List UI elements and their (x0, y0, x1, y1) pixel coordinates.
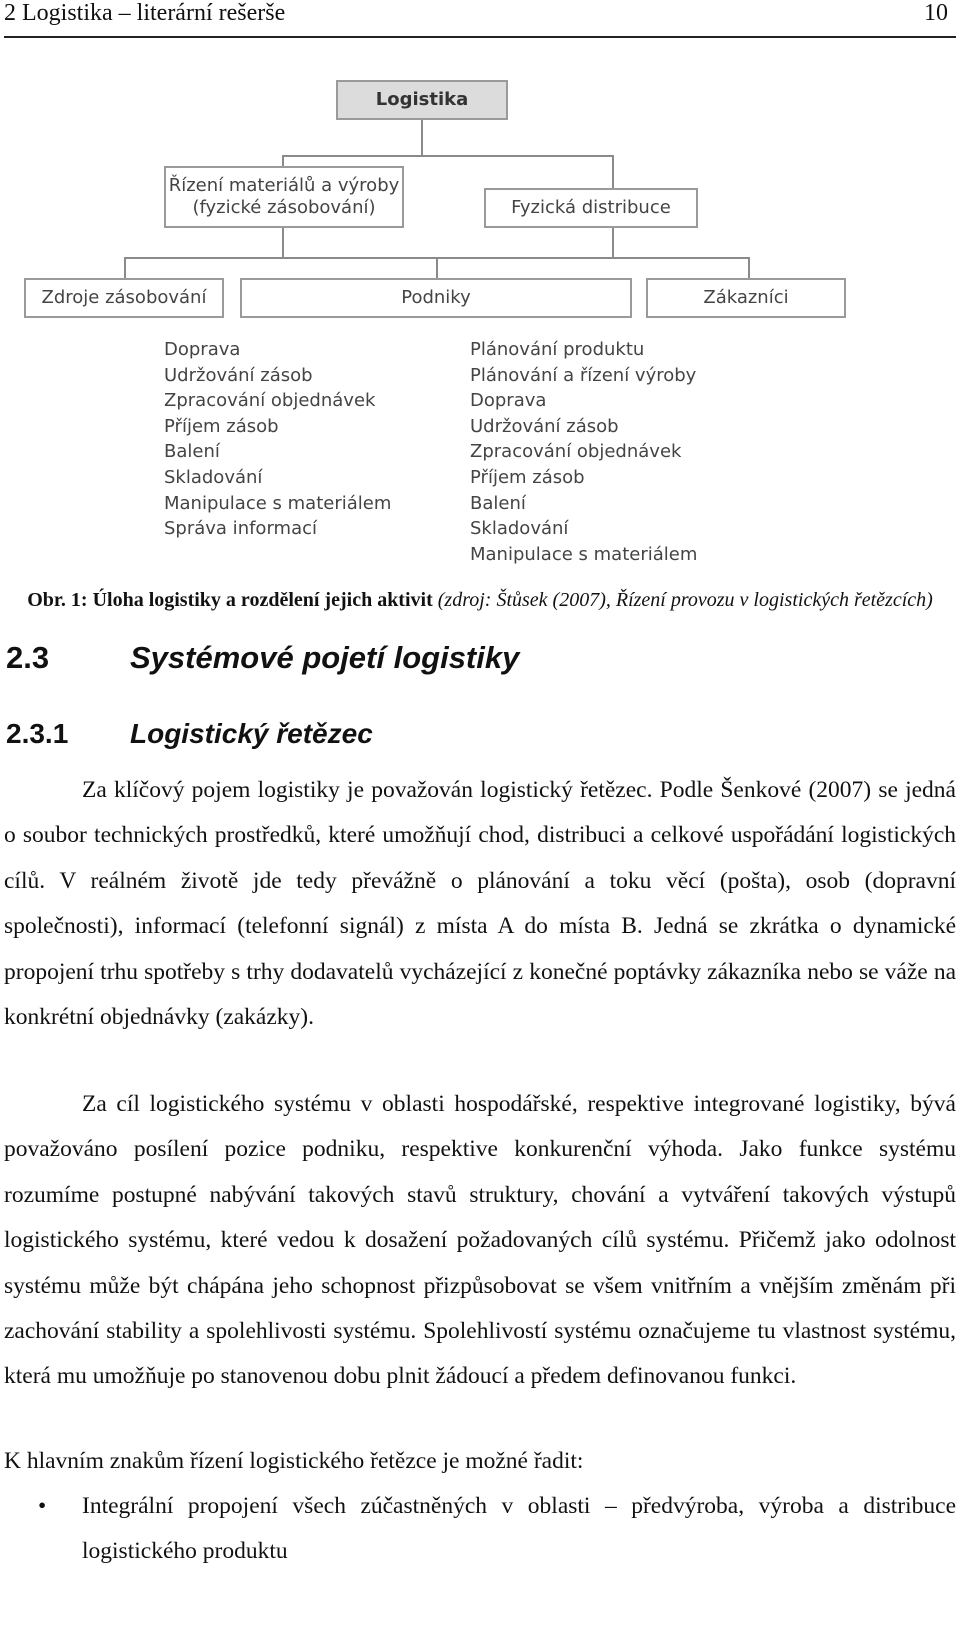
list-item (4, 1484, 956, 1575)
chapter-title: 2 Logistika – literární rešerše (4, 0, 286, 26)
diagram-node-distribution: Fyzická distribuce (484, 188, 698, 228)
list-item: Skladování (470, 518, 569, 540)
list-item: Skladování (164, 466, 263, 488)
diagram-node-materials: Řízení materiálů a výroby (fyzické zásobování) (164, 166, 404, 228)
connector (612, 228, 614, 258)
section-heading (6, 640, 519, 676)
list-item: Doprava (470, 390, 547, 412)
subsection-heading (6, 718, 373, 750)
list-item: Zpracování objednávek (470, 441, 682, 463)
list-item: Příjem zásob (470, 466, 585, 488)
list-item: Balení (164, 441, 220, 463)
paragraph: Za cíl logistického systému v oblasti hospodářské, respektive integrované logistiky, bývá považováno posílení pozice podniku, respektive konkurenční výhoda. Jako funkce systému rozumíme postupné nabývání takových stavů struktury, chování a vytváření takových výstupů logistického systému, které vedou k dosažení požadovaných cílů systému. Přičemž jako odolnost systému může být chápána jeho schopnost přizpůsobovat se všem vnitřním a vnějším změnám při zachování stability a spolehlivosti systému. Spolehlivostí systému označujeme tu vlastnost systému, která mu umožňuje po stanovenou dobu plnit žádoucí a předem definovanou funkci. (4, 1091, 956, 1390)
list-item: Balení (470, 492, 526, 514)
caption-label: Obr. 1: Úloha logistiky a rozdělení jejich aktivit (27, 589, 433, 611)
paragraph: Za klíčový pojem logistiky je považován logistický řetězec. Podle Šenkové (2007) se jedná o soubor technických prostředků, které umožňují chod, distribuci a celkové uspořádání logistických cílů. V reálném životě jde tedy převážně o plánování a toku věcí (pošta), osob (dopravní společnosti), informací (telefonní signál) z místa A do místa B. Jedná se zkrátka o dynamické propojení trhu spotřeby s trhy dodavatelů vycházející z konečné poptávky zákazníka nebo se váže na konkrétní objednávky (zakázky). (4, 777, 956, 1031)
activities-left-list (164, 337, 391, 542)
connector (748, 257, 750, 279)
logistics-diagram (0, 60, 960, 590)
list-item: Plánování a řízení výroby (470, 364, 697, 386)
section-title: Systémové pojetí logistiky (130, 640, 520, 675)
list-item: Plánování produktu (470, 339, 645, 360)
connector (436, 257, 438, 279)
list-item: Příjem zásob (164, 415, 279, 437)
section-number: 2.3 (6, 640, 50, 675)
diagram-node-sources: Zdroje zásobování (24, 278, 224, 318)
list-item: Zpracování objednávek (164, 390, 376, 412)
connector (282, 228, 284, 258)
list-item: Manipulace s materiálem (164, 492, 392, 514)
subsection-number: 2.3.1 (6, 718, 69, 749)
running-header (4, 0, 956, 38)
connector (421, 120, 423, 156)
connector (282, 155, 614, 157)
list-item: Udržování zásob (164, 364, 313, 386)
list-item: Manipulace s materiálem (470, 543, 698, 565)
connector (612, 155, 614, 189)
activities-right-list (470, 337, 697, 567)
list-item: Udržování zásob (470, 415, 619, 437)
diagram-node-companies: Podniky (240, 278, 632, 318)
diagram-node-customers: Zákazníci (646, 278, 846, 318)
connector (124, 257, 126, 279)
page-number: 10 (924, 0, 948, 26)
bullet-list (4, 1484, 956, 1575)
caption-source: (zdroj: Štůsek (2007), Řízení provozu v logistických řetězcích) (437, 589, 933, 611)
subsection-title: Logistický řetězec (130, 718, 373, 749)
diagram-root-node: Logistika (336, 80, 508, 120)
bullet-icon: • (38, 1493, 47, 1519)
list-item: Správa informací (164, 518, 317, 540)
paragraph: K hlavním znakům řízení logistického řetězce je možné řadit: (4, 1448, 584, 1474)
bullet-text: Integrální propojení všech zúčastněných v oblasti – předvýroba, výroba a distribuce logistického produktu (82, 1493, 956, 1565)
list-item: Doprava (164, 339, 241, 360)
figure-caption (0, 588, 960, 613)
